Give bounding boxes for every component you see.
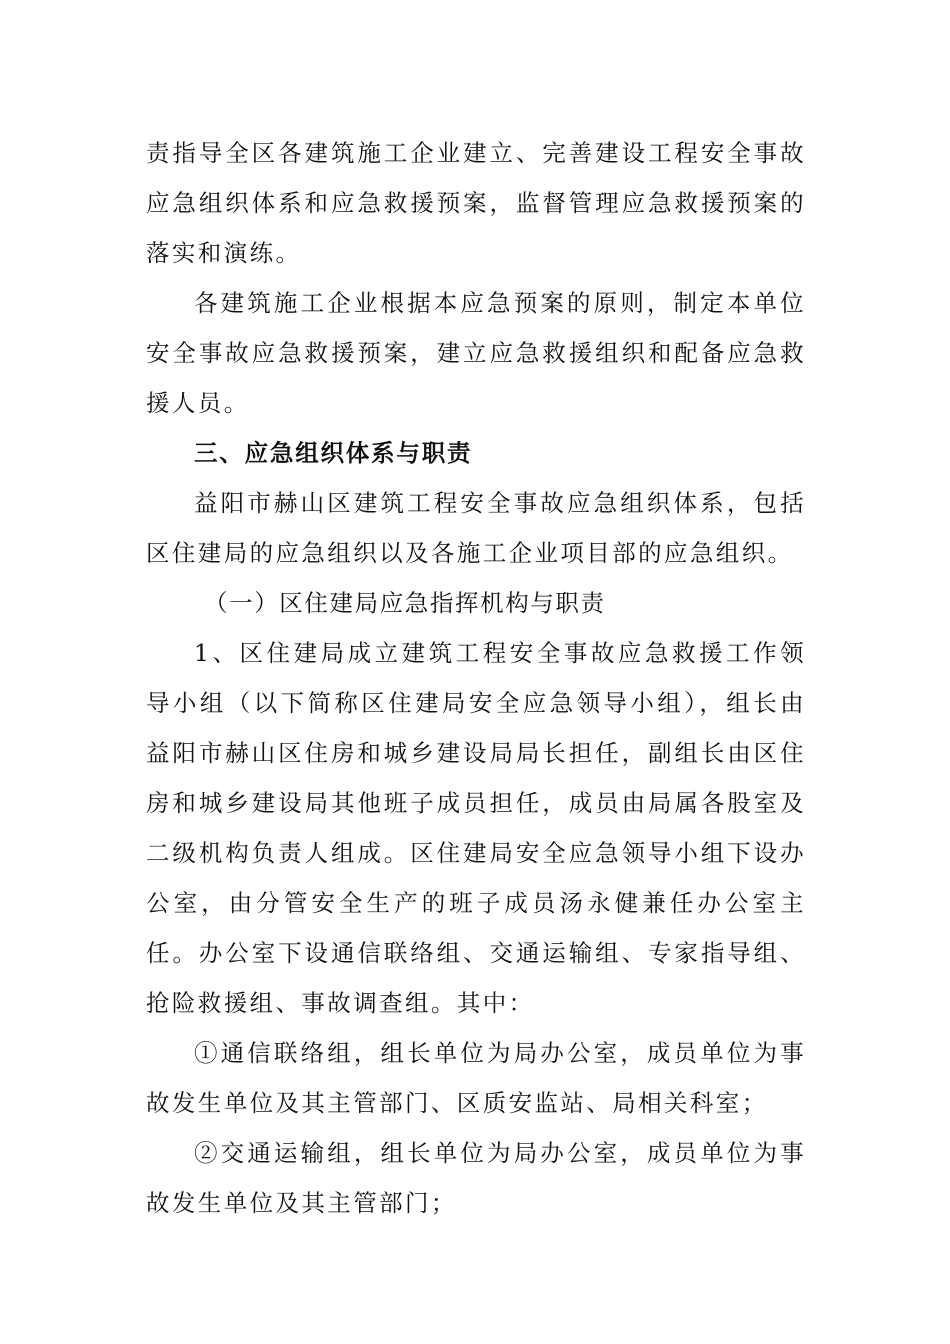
paragraph-continuation: 责指导全区各建筑施工企业建立、完善建设工程安全事故应急组织体系和应急救援预案，监督管理应急救援预案的落实和演练。 (146, 139, 806, 267)
section-heading-emergency-organization: 三、应急组织体系与职责 (194, 439, 473, 467)
paragraph-enterprise-plan: 各建筑施工企业根据本应急预案的原则，制定本单位安全事故应急救援预案，建立应急救援组织和配备应急救援人员。 (146, 289, 806, 417)
subsection-heading-command-agency: （一）区住建局应急指挥机构与职责 (204, 589, 606, 617)
paragraph-transport-group: ②交通运输组，组长单位为局办公室，成员单位为事故发生单位及其主管部门； (146, 1139, 806, 1217)
document-body (146, 128, 806, 1228)
paragraph-leadership-group: 1、区住建局成立建筑工程安全事故应急救援工作领导小组（以下简称区住建局安全应急领导小组），组长由益阳市赫山区住房和城乡建设局局长担任，副组长由区住房和城乡建设局其他班子成员担任，成员由局属各股室及二级机构负责人组成。区住建局安全应急领导小组下设办公室，由分管安全生产的班子成员汤永健兼任办公室主任。办公室下设通信联络组、交通运输组、专家指导组、抢险救援组、事故调查组。其中： (146, 639, 806, 1017)
paragraph-organization-system: 益阳市赫山区建筑工程安全事故应急组织体系，包括区住建局的应急组织以及各施工企业项目部的应急组织。 (146, 489, 806, 567)
paragraph-communication-group: ①通信联络组，组长单位为局办公室，成员单位为事故发生单位及其主管部门、区质安监站、局相关科室； (146, 1039, 806, 1117)
